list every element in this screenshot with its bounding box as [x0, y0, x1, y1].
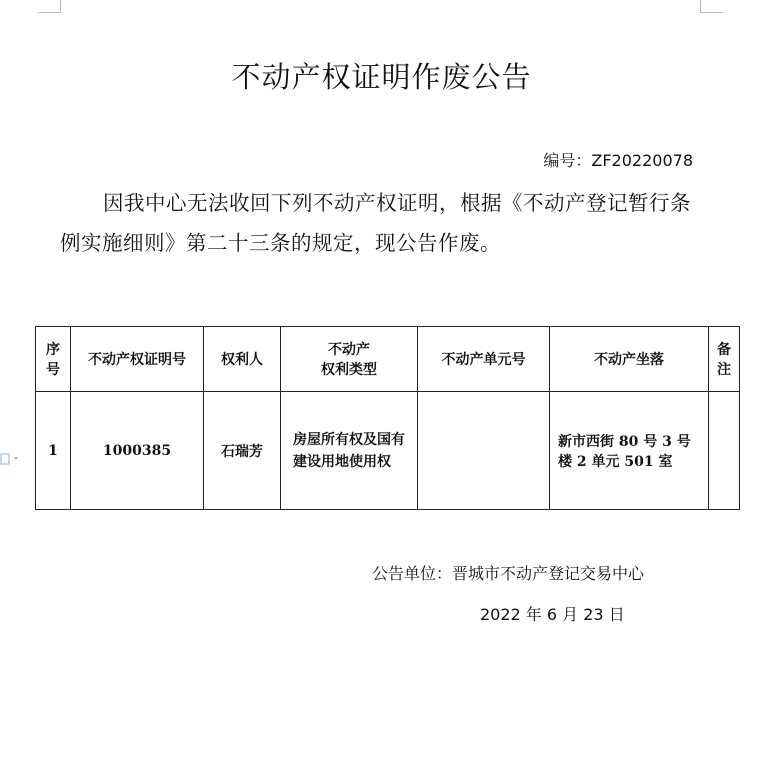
- header-remark: 备注: [709, 327, 740, 392]
- table-row: [36, 392, 740, 510]
- document-number: 编号：ZF20220078: [543, 151, 693, 170]
- page-corner-mark-right: [700, 0, 723, 13]
- header-location: 不动产坐落: [550, 327, 709, 392]
- header-right-type: [281, 327, 418, 392]
- cell-remark: [709, 392, 740, 510]
- cell-right-type: 房屋所有权及国有建设用地使用权: [281, 392, 418, 510]
- header-cert-no: 不动产权证明号: [71, 327, 204, 392]
- header-holder: 权利人: [204, 327, 281, 392]
- header-seq: 序号: [36, 327, 71, 392]
- header-unit-no: 不动产单元号: [418, 327, 550, 392]
- paragraph-anchor-icon: [0, 452, 20, 466]
- announcement-paragraph: 因我中心无法收回下列不动产权证明，根据《不动产登记暂行条例实施细则》第二十三条的规定，现公告作废。: [60, 191, 691, 255]
- header-right-type-line1: 不动产: [328, 342, 370, 358]
- header-right-type-line2: 权利类型: [321, 362, 377, 378]
- cell-unit-no: [418, 392, 550, 510]
- cell-seq: 1: [36, 392, 71, 510]
- cell-cert-no: 1000385: [71, 392, 204, 510]
- page-corner-mark-left: [38, 0, 61, 13]
- issue-date: 2022 年 6 月 23 日: [480, 605, 625, 624]
- cell-holder: 石瑞芳: [204, 392, 281, 510]
- page-title: 不动产权证明作废公告: [231, 60, 532, 94]
- certificate-table: [35, 326, 740, 510]
- cell-location: 新市西街 80 号 3 号楼 2 单元 501 室: [550, 392, 709, 510]
- issuer-line: 公告单位：晋城市不动产登记交易中心: [372, 564, 645, 583]
- table-header-row: [36, 327, 740, 392]
